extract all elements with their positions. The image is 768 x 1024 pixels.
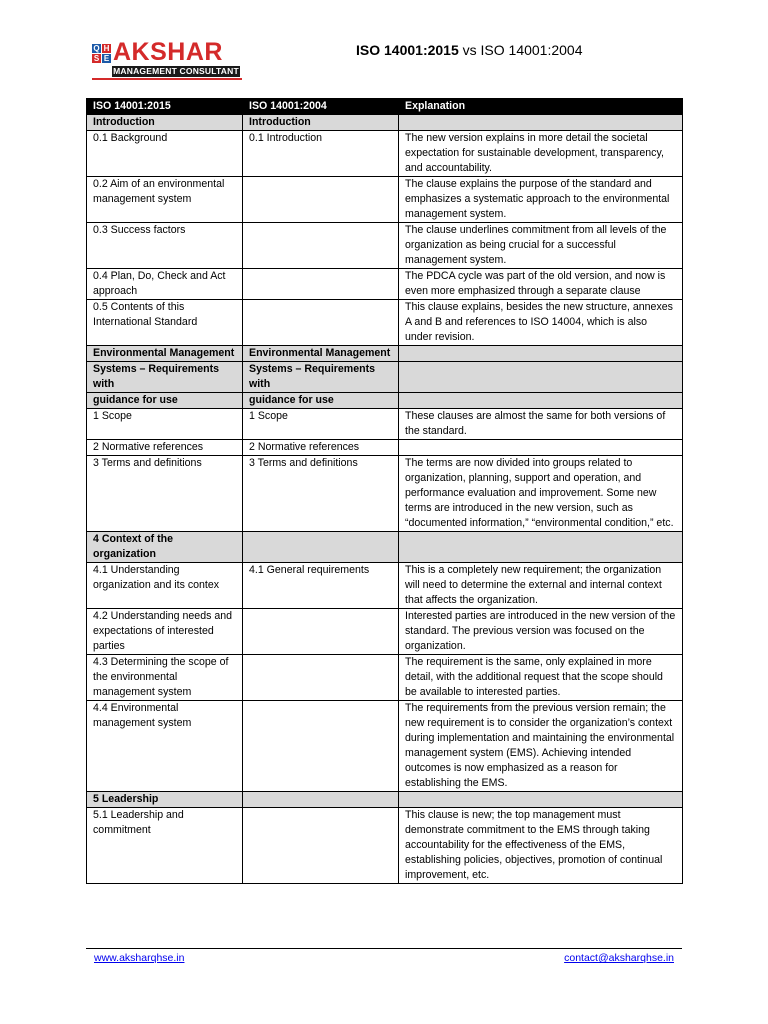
table-row — [87, 300, 683, 346]
company-logo — [92, 38, 242, 82]
title-vs: vs — [462, 42, 477, 58]
cell-2004 — [243, 300, 399, 346]
cell-explanation: This clause is new; the top management must demonstrate commitment to the EMS through taking accountability for the effectiveness of the EMS, establishing policies, objectives, promotion of continual improvement, etc. — [399, 808, 683, 884]
table-row — [87, 409, 683, 440]
cell-explanation — [399, 115, 683, 131]
cell-explanation — [399, 532, 683, 563]
cell-2015: 0.1 Background — [87, 131, 243, 177]
cell-explanation: The PDCA cycle was part of the old version, and now is even more emphasized through a separate clause — [399, 269, 683, 300]
table-row — [87, 655, 683, 701]
cell-2004 — [243, 609, 399, 655]
cell-2015: 0.3 Success factors — [87, 223, 243, 269]
cell-explanation — [399, 440, 683, 456]
cell-2004: 2 Normative references — [243, 440, 399, 456]
cell-2015: 0.5 Contents of this International Standard — [87, 300, 243, 346]
cell-2015: 5.1 Leadership and commitment — [87, 808, 243, 884]
title-new-standard: ISO 14001:2015 — [356, 42, 459, 58]
table-header-row — [87, 99, 683, 115]
title-old-standard: ISO 14001:2004 — [480, 42, 583, 58]
cell-2015: 0.2 Aim of an environmental management system — [87, 177, 243, 223]
cell-explanation: The requirement is the same, only explained in more detail, with the additional request that the scope should be available to interested parties. — [399, 655, 683, 701]
cell-2015: 2 Normative references — [87, 440, 243, 456]
cell-2015: 4 Context of the organization — [87, 532, 243, 563]
cell-2015: 4.2 Understanding needs and expectations of interested parties — [87, 609, 243, 655]
table-body — [87, 115, 683, 884]
cell-2004: Systems – Requirements with — [243, 362, 399, 393]
cell-explanation — [399, 792, 683, 808]
column-header-2015: ISO 14001:2015 — [87, 99, 243, 115]
cell-explanation — [399, 362, 683, 393]
cell-2004 — [243, 269, 399, 300]
section-row — [87, 346, 683, 362]
cell-2004: 1 Scope — [243, 409, 399, 440]
cell-2004 — [243, 223, 399, 269]
table-row — [87, 131, 683, 177]
cell-2004: Environmental Management — [243, 346, 399, 362]
table-row — [87, 808, 683, 884]
cell-2015: 4.3 Determining the scope of the environmental management system — [87, 655, 243, 701]
cell-2004 — [243, 532, 399, 563]
cell-2015: Systems – Requirements with — [87, 362, 243, 393]
cell-explanation: This is a completely new requirement; the organization will need to determine the external and internal context that affects the organization. — [399, 563, 683, 609]
section-row — [87, 362, 683, 393]
column-header-2004: ISO 14001:2004 — [243, 99, 399, 115]
cell-2004 — [243, 655, 399, 701]
cell-2015: 4.1 Understanding organization and its contex — [87, 563, 243, 609]
cell-explanation: These clauses are almost the same for both versions of the standard. — [399, 409, 683, 440]
cell-explanation: The new version explains in more detail the societal expectation for sustainable development, transparency, and accountability. — [399, 131, 683, 177]
logo-underline — [92, 78, 242, 80]
column-header-explanation: Explanation — [399, 99, 683, 115]
website-link[interactable]: www.aksharqhse.in — [94, 952, 185, 964]
cell-2015: 0.4 Plan, Do, Check and Act approach — [87, 269, 243, 300]
footer-divider — [86, 948, 682, 949]
qhse-logo-icon — [92, 42, 112, 72]
logo-letter-h: H — [103, 44, 110, 53]
table-row — [87, 609, 683, 655]
section-row — [87, 532, 683, 563]
cell-explanation: The clause explains the purpose of the standard and emphasizes a systematic approach to the environmental management system. — [399, 177, 683, 223]
logo-letter-q: Q — [93, 44, 100, 53]
table-row — [87, 440, 683, 456]
cell-2004 — [243, 177, 399, 223]
document-title — [356, 42, 583, 58]
cell-explanation — [399, 393, 683, 409]
cell-2015: 1 Scope — [87, 409, 243, 440]
cell-2015: Environmental Management — [87, 346, 243, 362]
cell-2004 — [243, 701, 399, 792]
logo-subtitle: MANAGEMENT CONSULTANT — [113, 66, 239, 76]
section-row — [87, 792, 683, 808]
table-row — [87, 563, 683, 609]
cell-2004: 0.1 Introduction — [243, 131, 399, 177]
table-row — [87, 177, 683, 223]
cell-explanation: Interested parties are introduced in the new version of the standard. The previous version was focused on the organization. — [399, 609, 683, 655]
cell-explanation: The requirements from the previous version remain; the new requirement is to consider the organization’s context during implementation and maintaining the environmental management system (EMS). Achieving intended outcomes is now emphasized as a reason for establishing the EMS. — [399, 701, 683, 792]
cell-2015: 5 Leadership — [87, 792, 243, 808]
section-row — [87, 115, 683, 131]
logo-letter-e: E — [103, 54, 110, 63]
table-row — [87, 456, 683, 532]
cell-2004: 3 Terms and definitions — [243, 456, 399, 532]
table-row — [87, 701, 683, 792]
section-row — [87, 393, 683, 409]
cell-2015: 4.4 Environmental management system — [87, 701, 243, 792]
table-row — [87, 223, 683, 269]
cell-explanation: This clause explains, besides the new structure, annexes A and B and references to ISO 14004, which is also under revision. — [399, 300, 683, 346]
email-link[interactable]: contact@aksharqhse.in — [564, 952, 674, 964]
cell-2015: guidance for use — [87, 393, 243, 409]
cell-2004 — [243, 792, 399, 808]
cell-explanation: The terms are now divided into groups related to organization, planning, support and operation, and performance evaluation and improvement. Some new terms are introduced in the new version, such as “documented information,” “environmental condition,” etc. — [399, 456, 683, 532]
table-row — [87, 269, 683, 300]
cell-2015: 3 Terms and definitions — [87, 456, 243, 532]
cell-2015: Introduction — [87, 115, 243, 131]
cell-explanation: The clause underlines commitment from all levels of the organization as being crucial for a successful management system. — [399, 223, 683, 269]
cell-explanation — [399, 346, 683, 362]
cell-2004: Introduction — [243, 115, 399, 131]
cell-2004 — [243, 808, 399, 884]
cell-2004: guidance for use — [243, 393, 399, 409]
logo-letter-s: S — [93, 54, 100, 63]
logo-name: AKSHAR — [113, 38, 223, 66]
comparison-table — [86, 98, 683, 884]
cell-2004: 4.1 General requirements — [243, 563, 399, 609]
